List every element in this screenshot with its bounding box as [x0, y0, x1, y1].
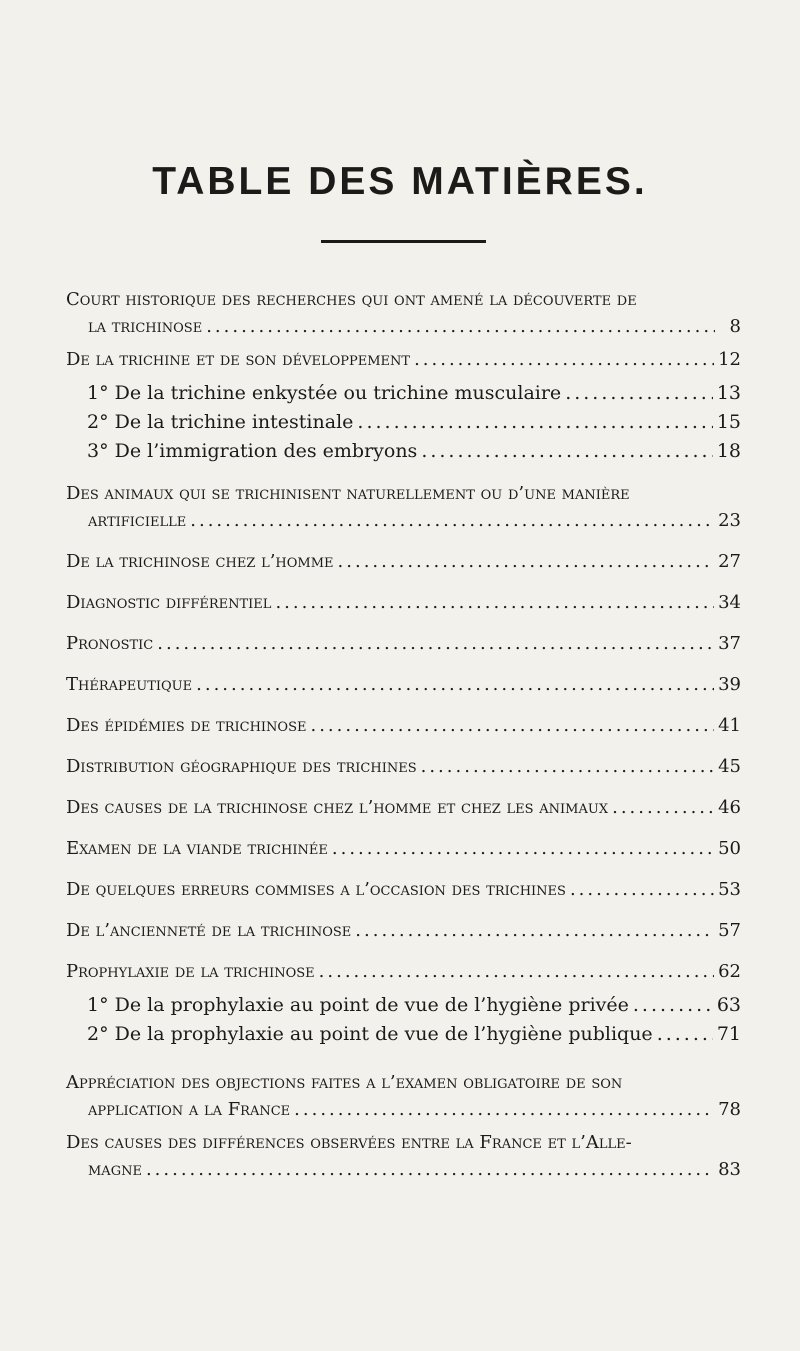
toc-subentry-label: 1° De la trichine enkystée ou trichine musculaire: [87, 382, 562, 404]
page-title: TABLE DES MATIÈRES.: [152, 160, 648, 203]
toc-entry-label: De l’ancienneté de la trichinose: [66, 920, 352, 941]
toc-entry-label: application a la France: [88, 1099, 291, 1120]
toc-page-number: 27: [718, 551, 741, 572]
toc-entry-label: Pronostic: [66, 633, 154, 654]
toc-page-number: 37: [718, 633, 741, 654]
toc-subentry-label: 2° De la prophylaxie au point de vue de l’hygiène publique: [87, 1023, 653, 1045]
toc-page-number: 13: [716, 382, 741, 404]
toc-entry: [66, 346, 741, 373]
toc-entry: [66, 917, 741, 944]
toc-page-number: 18: [716, 440, 741, 462]
toc-page-number: 45: [718, 756, 741, 777]
table-of-contents: [66, 286, 741, 1183]
toc-page-number: 71: [716, 1023, 741, 1045]
toc-entry: [66, 1129, 741, 1183]
toc-entry-label: De la trichine et de son développement: [66, 349, 411, 370]
toc-entry: [66, 480, 741, 534]
leader-dots: [146, 1156, 714, 1183]
toc-page-number: 41: [718, 715, 741, 736]
toc-entry-label: Appréciation des objections faites a l’examen obligatoire de son: [66, 1072, 623, 1093]
toc-page-number: 15: [716, 411, 741, 433]
toc-subentry: [66, 991, 741, 1020]
toc-entry-label: De la trichinose chez l’homme: [66, 551, 334, 572]
leader-dots: [421, 753, 714, 780]
toc-subentry: [66, 408, 741, 437]
toc-entry-label: Prophylaxie de la trichinose: [66, 961, 315, 982]
leader-dots: [332, 835, 714, 862]
leader-dots: [206, 313, 715, 340]
toc-entry-label: Examen de la viande trichinée: [66, 838, 328, 859]
leader-dots: [190, 507, 714, 534]
toc-page-number: 12: [718, 349, 741, 370]
toc-page-number: 83: [718, 1159, 741, 1180]
leader-dots: [355, 917, 714, 944]
toc-subentry: [66, 379, 741, 408]
leader-dots: [633, 991, 713, 1020]
toc-page-number: 50: [718, 838, 741, 859]
toc-page-number: 8: [729, 316, 741, 337]
toc-entry-label: Des causes de la trichinose chez l’homme et chez les animaux: [66, 797, 609, 818]
toc-subentry-label: 1° De la prophylaxie au point de vue de l’hygiène privée: [87, 994, 629, 1016]
toc-page-number: 78: [718, 1099, 741, 1120]
leader-dots: [275, 589, 714, 616]
leader-dots: [570, 876, 714, 903]
toc-entry: [66, 548, 741, 575]
toc-page-number: 57: [718, 920, 741, 941]
leader-dots: [338, 548, 715, 575]
toc-entry: [66, 835, 741, 862]
toc-entry: [66, 1069, 741, 1123]
leader-dots: [414, 346, 714, 373]
toc-entry: [66, 753, 741, 780]
leader-dots: [196, 671, 714, 698]
toc-entry-label: Des causes des différences observées entre la France et l’Alle-: [66, 1132, 632, 1153]
leader-dots: [357, 408, 712, 437]
toc-page-number: 62: [718, 961, 741, 982]
toc-page-number: 63: [716, 994, 741, 1016]
toc-entry: [66, 589, 741, 616]
toc-entry-label: Des épidémies de trichinose: [66, 715, 307, 736]
toc-entry: [66, 958, 741, 985]
toc-entry-label: la trichinose: [88, 316, 203, 337]
leader-dots: [294, 1096, 714, 1123]
title-rule: [321, 240, 486, 243]
toc-entry: [66, 876, 741, 903]
toc-entry-label: artificielle: [88, 510, 187, 531]
leader-dots: [565, 379, 713, 408]
leader-dots: [310, 712, 714, 739]
toc-subentry-label: 3° De l’immigration des embryons: [87, 440, 418, 462]
toc-entry-label: Court historique des recherches qui ont amené la découverte de: [66, 289, 637, 310]
toc-entry-label: Thérapeutique: [66, 674, 193, 695]
toc-entry: [66, 712, 741, 739]
toc-page-number: 39: [718, 674, 741, 695]
toc-subentry: [66, 1020, 741, 1049]
toc-page-number: 53: [718, 879, 741, 900]
toc-subentry-label: 2° De la trichine intestinale: [87, 411, 354, 433]
toc-entry: [66, 794, 741, 821]
toc-entry: [66, 630, 741, 657]
toc-entry-label: Diagnostic différentiel: [66, 592, 272, 613]
leader-dots: [157, 630, 714, 657]
leader-dots: [319, 958, 714, 985]
toc-entry-label: De quelques erreurs commises a l’occasion des trichines: [66, 879, 566, 900]
toc-entry-label: magne: [88, 1159, 142, 1180]
toc-entry: [66, 286, 741, 340]
toc-page-number: 46: [718, 797, 741, 818]
leader-dots: [421, 437, 713, 466]
toc-entry: [66, 671, 741, 698]
leader-dots: [612, 794, 714, 821]
toc-entry-label: Des animaux qui se trichinisent naturellement ou d’une manière: [66, 483, 630, 504]
toc-subentry: [66, 437, 741, 466]
toc-page-number: 23: [718, 510, 741, 531]
toc-page-number: 34: [718, 592, 741, 613]
leader-dots: [657, 1020, 713, 1049]
toc-entry-label: Distribution géographique des trichines: [66, 756, 417, 777]
